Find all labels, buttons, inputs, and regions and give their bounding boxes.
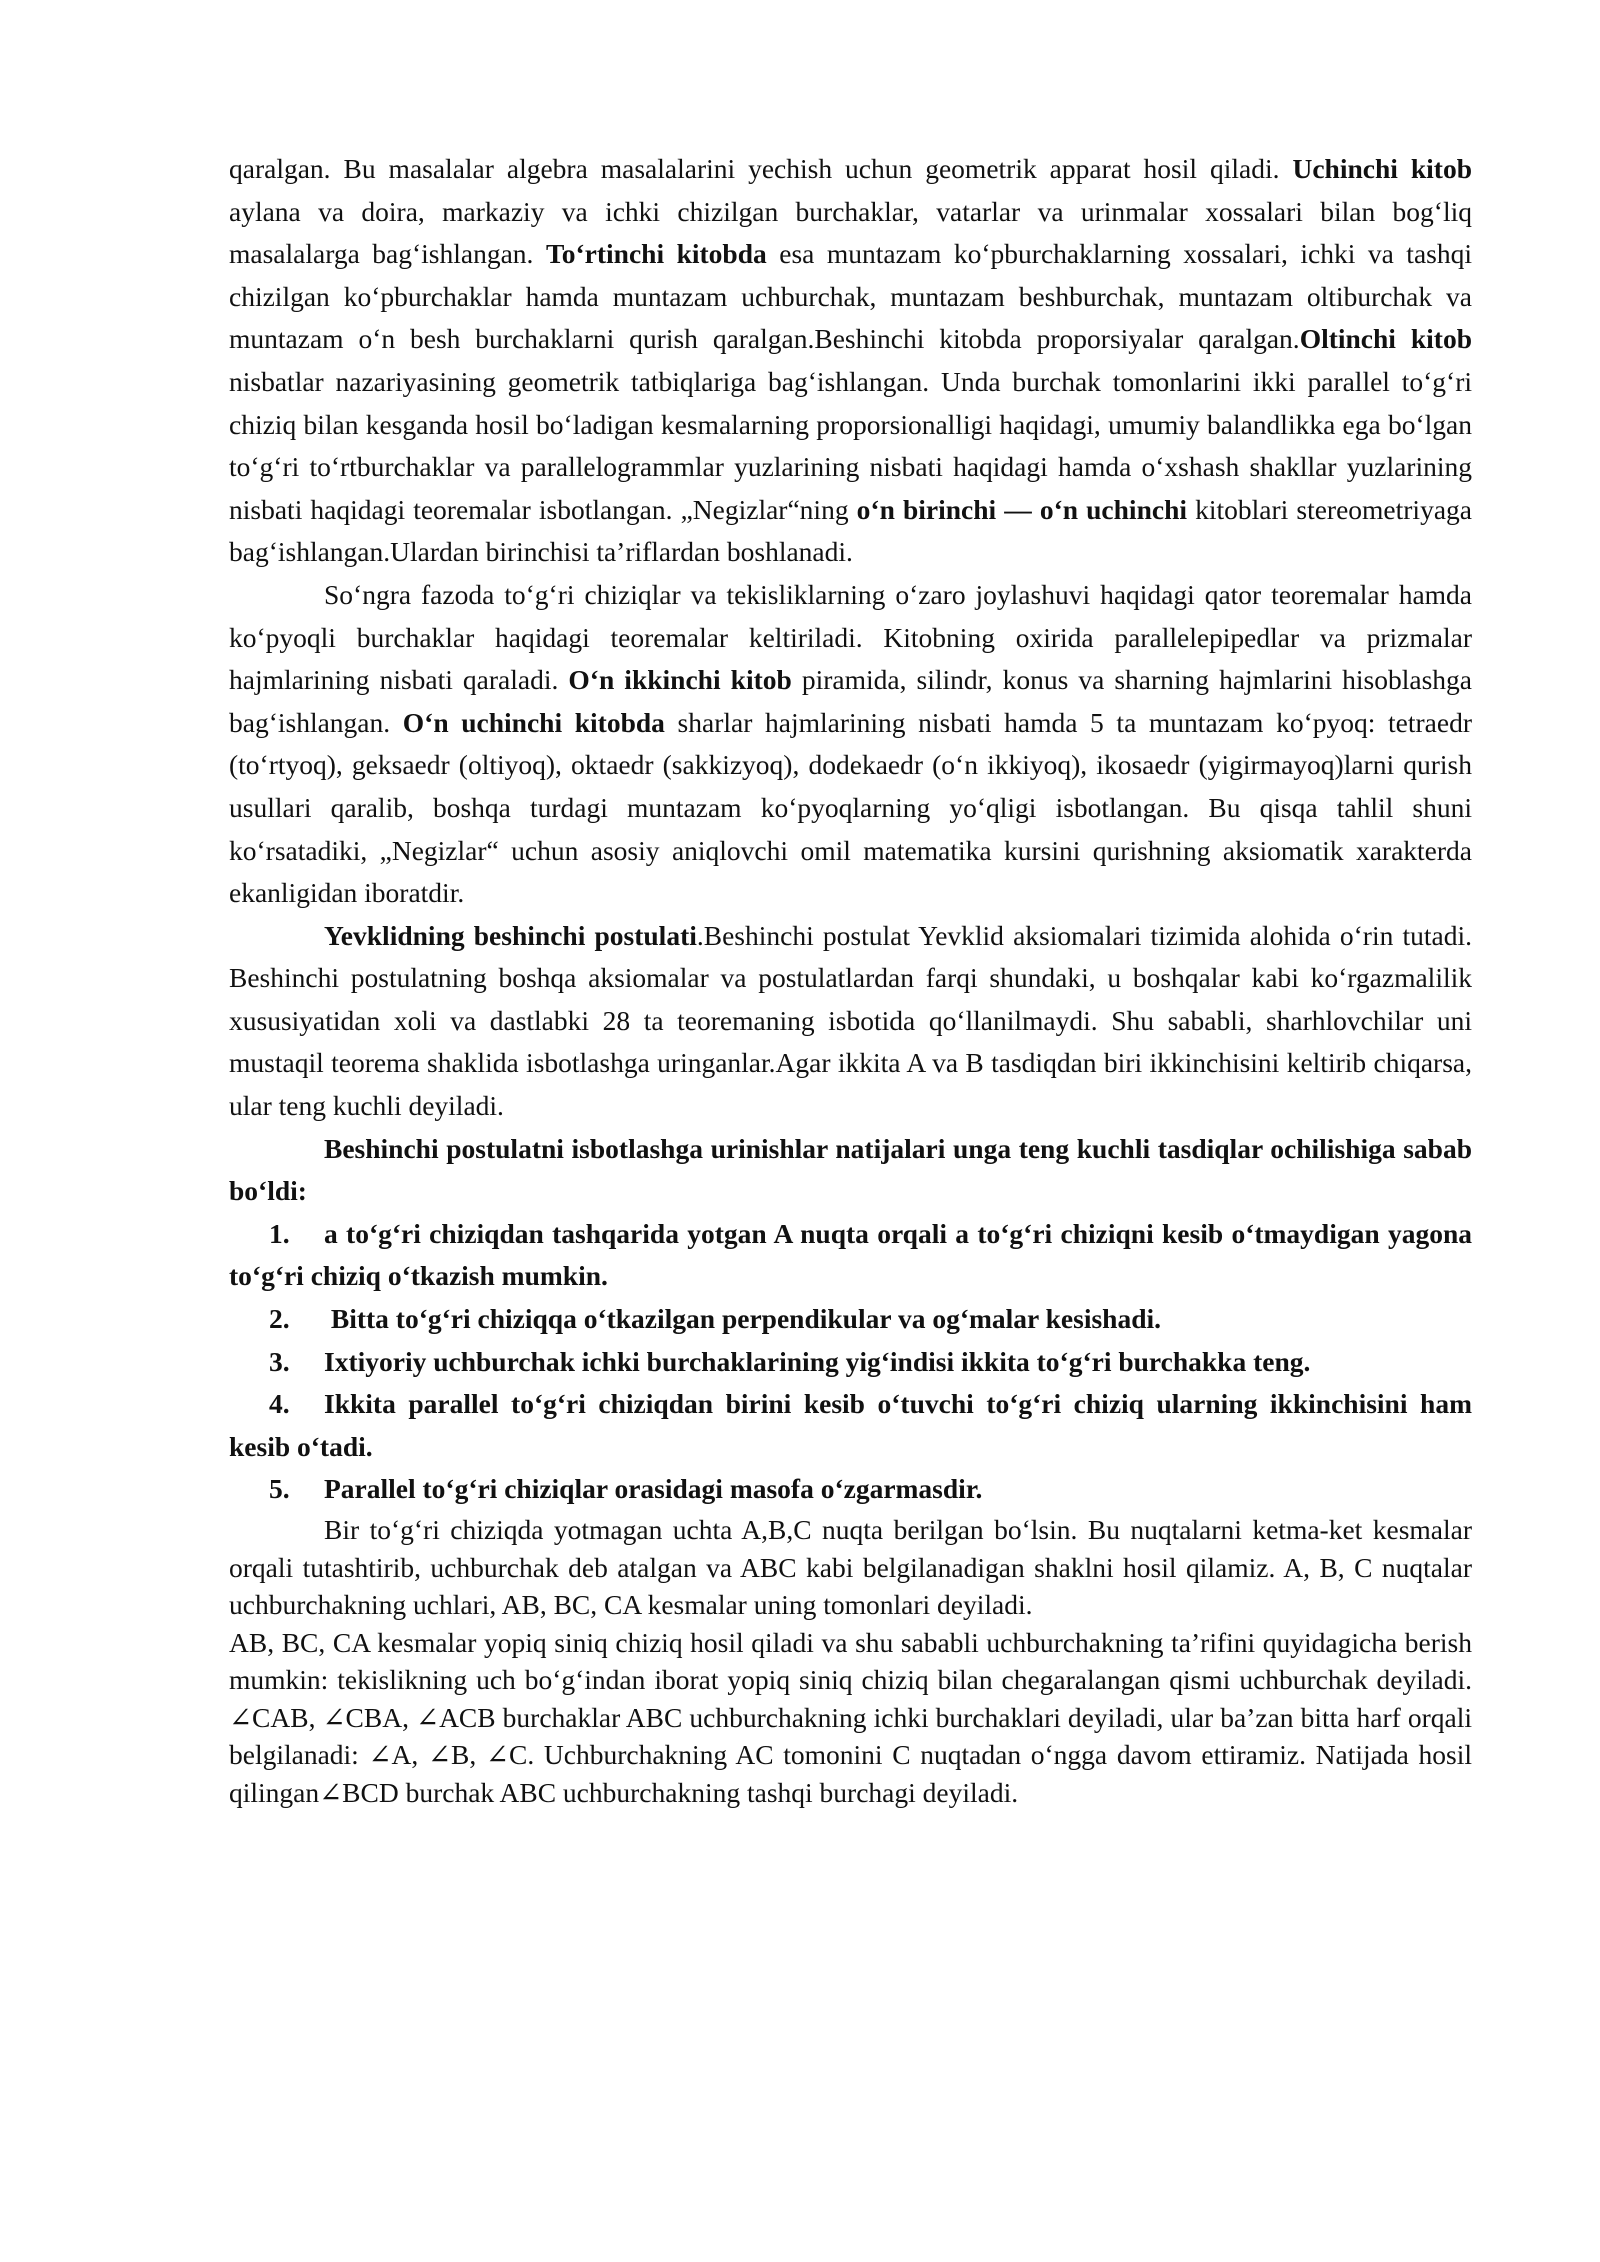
list-number: 1. — [269, 1217, 290, 1249]
bold-term: O‘n ikkinchi kitob — [568, 664, 792, 696]
list-item — [229, 1341, 1472, 1384]
paragraph-triangle-angles: AB, BC, CA kesmalar yopiq siniq chiziq hosil qiladi va shu sababli uchburchakning ta’rifini quyidagicha berish mumkin: tekislikning uch bo‘g‘indan iborat yopiq siniq chiziq bilan chegaralangan qismi uchburchak deyiladi. ∠CAB, ∠CBA, ∠ACB burchaklar ABC uchburchakning ichki burchaklari deyiladi, ular ba’zan bitta harf orqali belgilanadi: ∠A, ∠B, ∠C. Uchburchakning AC tomonini C nuqtadan o‘ngga davom ettiramiz. Natijada hosil qilingan∠BCD burchak ABC uchburchakning tashqi burchagi deyiladi. — [229, 1626, 1472, 1808]
list-text: a to‘g‘ri chiziqdan tashqarida yotgan A nuqta orqali a to‘g‘ri chiziqni kesib o‘tmaydigan yagona to‘g‘ri chiziq o‘tkazish mumkin. — [229, 1217, 1472, 1292]
text-run: sharlar hajmlarining nisbati hamda 5 ta muntazam ko‘pyoq: tetraedr (to‘rtyoq), geksaedr (oltiyoq), oktaedr (sakkizyoq), dodekaedr (o‘n ikkiyoq), ikosaedr (yigirmayoq)larni qurish usullari qaralib, boshqa turdagi muntazam ko‘pyoqlarning yo‘qligi isbotlangan. Bu qisqa tahlil shuni ko‘rsatadiki, „Negizlar“ uchun asosiy aniqlovchi omil matematika kursini qurishning aksiomatik xarakterda ekanligidan iboratdir. — [229, 706, 1472, 909]
text-run: esa muntazam ko‘pburchaklarning xossalari, ichki va tashqi chizilgan ko‘pburchaklar hamda muntazam uchburchak, muntazam beshburchak, muntazam oltiburchak va muntazam o‘n besh burchaklarni qurish qaralgan.Beshinchi kitobda proporsiyalar qaralgan. — [229, 238, 1472, 355]
text-run: nisbatlar nazariyasining geometrik tatbiqlariga bag‘ishlangan. Unda burchak tomonlarini ikki parallel to‘g‘ri chiziq bilan kesganda hosil bo‘ladigan kesmalarning proporsionalligi haqidagi, umumiy balandlikka ega bo‘lgan to‘g‘ri to‘rtburchaklar va parallelogrammlar yuzlarining nisbati haqidagi hamda o‘xshash shakllar yuzlarining nisbati haqidagi teoremalar isbotlangan. „Negizlar“ning — [229, 365, 1472, 525]
list-item — [229, 1213, 1472, 1298]
bold-term: Uchinchi kitob — [1292, 153, 1473, 184]
equivalent-statements-list — [229, 1213, 1472, 1511]
bold-term: O‘n uchinchi kitobda — [402, 706, 665, 738]
paragraph-fifth-postulate — [229, 915, 1472, 1128]
list-text: Ixtiyoriy uchburchak ichki burchaklarining yig‘indisi ikkita to‘g‘ri burchakka teng. — [324, 1345, 1311, 1377]
list-item — [229, 1298, 1472, 1341]
list-number: 3. — [269, 1345, 290, 1377]
list-text: Parallel to‘g‘ri chiziqlar orasidagi masofa o‘zgarmasdir. — [324, 1473, 983, 1505]
document-body — [229, 148, 1472, 1811]
bold-term: To‘rtinchi kitobda — [545, 238, 767, 270]
list-number: 4. — [269, 1388, 290, 1420]
list-text: Bitta to‘g‘ri chiziqqa o‘tkazilgan perpendikular va og‘malar kesishadi. — [324, 1303, 1162, 1335]
text-run: .Beshinchi postulat Yevklid aksiomalari tizimida alohida o‘rin tutadi. Beshinchi postulatning boshqa aksiomalar va postulatlardan farqi shundaki, u boshqalar kabi ko‘rgazmalilik xususiyatidan xoli va dastlabki 28 ta teoremaning isbotida qo‘llanilmaydi. Shu sababli, sharhlovchilar uni mustaqil teorema shaklida isbotlashga uringanlar.Agar ikkita A va B tasdiqdan biri ikkinchisini keltirib chiqarsa, ular teng kuchli deyiladi. — [229, 919, 1472, 1122]
text-run: qaralgan. Bu masalalar algebra masalalarini yechish uchun geometrik apparat hosil qiladi. — [229, 153, 1293, 184]
bold-term: Oltinchi kitob — [1299, 323, 1472, 355]
list-item — [229, 1468, 1472, 1511]
section-heading: Beshinchi postulatni isbotlashga urinishlar natijalari unga teng kuchli tasdiqlar ochilishiga sabab bo‘ldi: — [229, 1132, 1472, 1207]
paragraph-stereometry — [229, 574, 1472, 915]
text-run: aylana va doira, markaziy va ichki chizilgan burchaklar, vatarlar va urinmalar xossalari bilan bog‘liq masalalarga bag‘ishlangan. — [229, 195, 1472, 270]
list-text: Ikkita parallel to‘g‘ri chiziqdan birini kesib o‘tuvchi to‘g‘ri chiziq ularning ikkinchisini ham kesib o‘tadi. — [229, 1388, 1472, 1462]
text-run: So‘ngra fazoda to‘g‘ri chiziqlar va tekisliklarning o‘zaro joylashuvi haqidagi qator teoremalar hamda ko‘pyoqli burchaklar haqidagi teoremalar keltiriladi. Kitobning oxirida parallelepipedlar va prizmalar hajmlarining nisbati qaraladi. — [229, 578, 1472, 696]
bold-term: o‘n birinchi — o‘n uchinchi — [856, 493, 1188, 525]
paragraph-triangle-definition: Bir to‘g‘ri chiziqda yotmagan uchta A,B,C nuqta berilgan bo‘lsin. Bu nuqtalarni ketma-ket kesmalar orqali tutashtirib, uchburchak deb atalgan va ABC kabi belgilanadigan shaklni hosil qilamiz. A, B, C nuqtalar uchburchakning uchlari, AB, BC, CA kesmalar uning tomonlari deyiladi. — [229, 1514, 1472, 1620]
text-run: piramida, silindr, konus va sharning hajmlarini hisoblashga bag‘ishlangan. — [229, 664, 1472, 738]
paragraph-books-three-to-thirteen — [229, 148, 1472, 574]
text-run: kitoblari stereometriyaga bag‘ishlangan.Ulardan birinchisi ta’riflardan boshlanadi. — [229, 493, 1472, 568]
list-number: 5. — [269, 1473, 290, 1505]
list-item — [229, 1383, 1472, 1468]
bold-term: Yevklidning beshinchi postulati — [324, 919, 697, 951]
list-number: 2. — [269, 1303, 290, 1335]
